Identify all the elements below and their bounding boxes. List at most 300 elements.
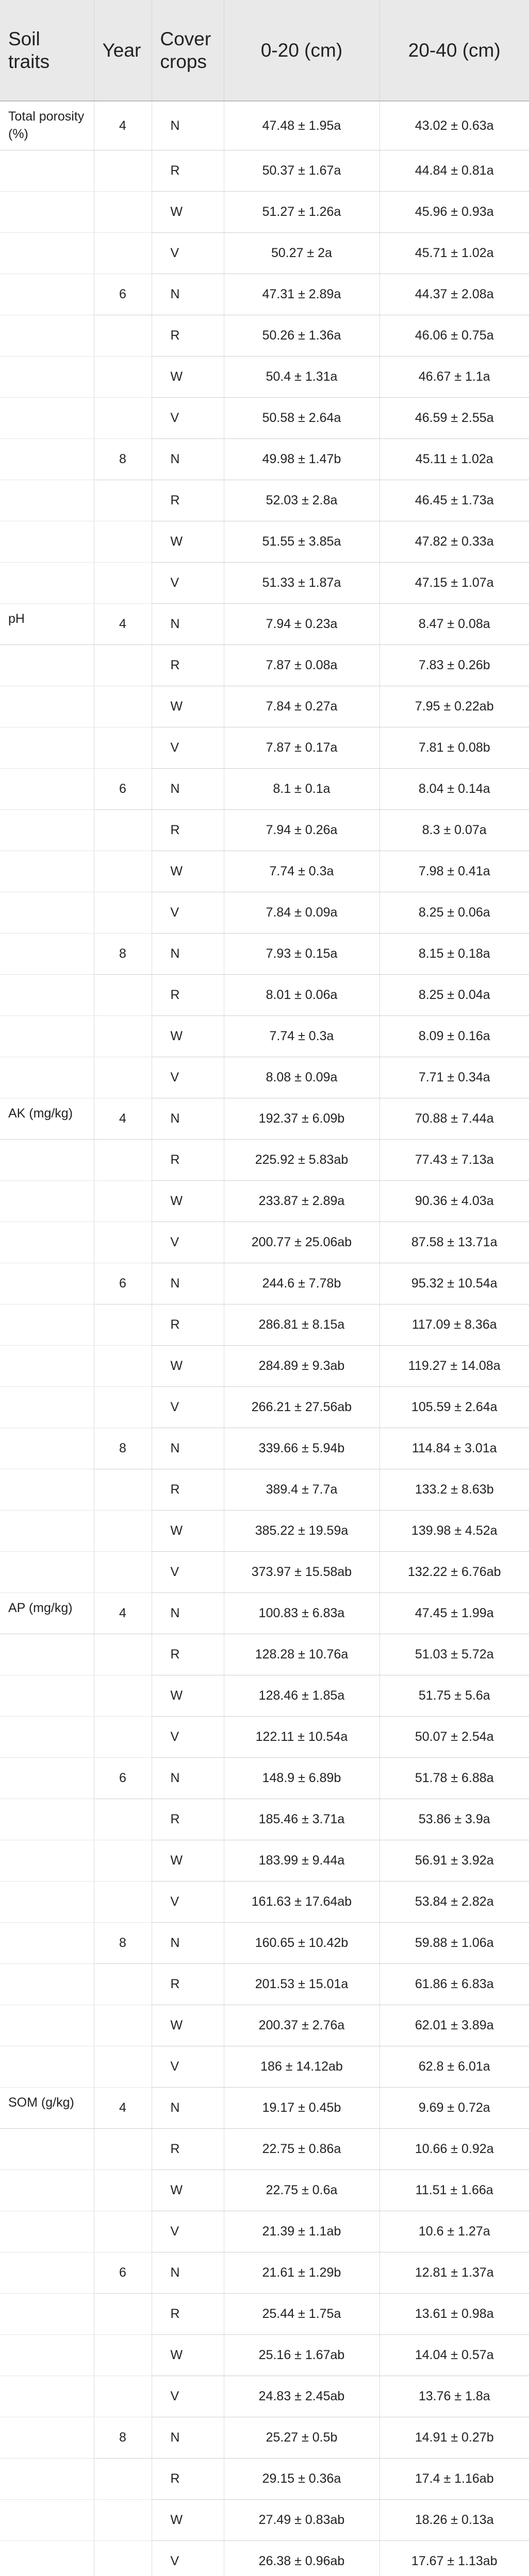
depth-20-40-value: 87.58 ± 13.71a [379,1222,529,1263]
table-row [0,2211,529,2252]
cover-crop-cell: R [152,150,224,191]
empty-cell [0,562,94,603]
cover-crop-cell: W [152,1510,224,1551]
empty-cell [0,1057,94,1098]
depth-0-20-value: 266.21 ± 27.56ab [224,1386,379,1428]
cover-crop-cell: W [152,1675,224,1716]
empty-cell [0,768,94,809]
depth-0-20-value: 22.75 ± 0.86a [224,2128,379,2170]
depth-0-20-value: 51.27 ± 1.26a [224,191,379,232]
year-cell: 8 [94,933,152,974]
empty-cell [0,1345,94,1386]
depth-20-40-value: 8.25 ± 0.04a [379,974,529,1015]
soil-trait-label: Total porosity (%) [0,101,94,150]
depth-20-40-value: 14.04 ± 0.57a [379,2334,529,2376]
depth-0-20-value: 128.28 ± 10.76a [224,1634,379,1675]
cover-crop-cell: R [152,1799,224,1840]
table-body [0,101,529,2576]
empty-cell [0,851,94,892]
cover-crop-cell: W [152,2170,224,2211]
empty-cell [94,851,152,892]
empty-cell [0,809,94,851]
empty-cell [94,2170,152,2211]
table-header-row [0,0,529,101]
cover-crop-cell: R [152,1469,224,1510]
table-row [0,1428,529,1469]
empty-cell [94,2211,152,2252]
empty-cell [94,1469,152,1510]
table-row [0,1510,529,1551]
empty-cell [94,2005,152,2046]
header-soil-traits: Soil traits [0,0,94,101]
depth-0-20-value: 29.15 ± 0.36a [224,2458,379,2499]
table-row [0,1675,529,1716]
empty-cell [0,480,94,521]
empty-cell [94,2540,152,2576]
depth-20-40-value: 46.06 ± 0.75a [379,315,529,356]
cover-crop-cell: W [152,1345,224,1386]
table-row [0,1345,529,1386]
depth-0-20-value: 160.65 ± 10.42b [224,1922,379,1963]
cover-crop-cell: W [152,2005,224,2046]
empty-cell [94,645,152,686]
depth-20-40-value: 62.01 ± 3.89a [379,2005,529,2046]
depth-0-20-value: 50.27 ± 2a [224,232,379,274]
empty-cell [94,1304,152,1345]
table-row [0,1180,529,1222]
empty-cell [0,645,94,686]
empty-cell [94,2293,152,2334]
cover-crop-cell: R [152,1634,224,1675]
empty-cell [0,1799,94,1840]
depth-0-20-value: 52.03 ± 2.8a [224,480,379,521]
empty-cell [0,2170,94,2211]
table-row [0,1716,529,1757]
table-row [0,1057,529,1098]
empty-cell [0,974,94,1015]
depth-0-20-value: 50.58 ± 2.64a [224,397,379,438]
table-row [0,101,529,150]
empty-cell [0,1675,94,1716]
table-row [0,2128,529,2170]
depth-0-20-value: 200.37 ± 2.76a [224,2005,379,2046]
empty-cell [0,2046,94,2087]
year-cell: 4 [94,2087,152,2128]
soil-trait-label: AP (mg/kg) [0,1592,94,1634]
cover-crop-cell: V [152,727,224,768]
cover-crop-cell: V [152,1881,224,1922]
empty-cell [0,2252,94,2293]
cover-crop-cell: W [152,1015,224,1057]
empty-cell [0,1963,94,2005]
depth-20-40-value: 8.15 ± 0.18a [379,933,529,974]
depth-20-40-value: 46.59 ± 2.55a [379,397,529,438]
year-cell: 4 [94,603,152,645]
depth-20-40-value: 14.91 ± 0.27b [379,2417,529,2458]
empty-cell [0,2128,94,2170]
table-row [0,315,529,356]
empty-cell [94,892,152,933]
cover-crop-cell: V [152,1057,224,1098]
header-year: Year [94,0,152,101]
empty-cell [94,356,152,397]
empty-cell [94,727,152,768]
empty-cell [0,1881,94,1922]
depth-20-40-value: 8.04 ± 0.14a [379,768,529,809]
depth-20-40-value: 47.45 ± 1.99a [379,1592,529,1634]
empty-cell [94,2046,152,2087]
cover-crop-cell: N [152,933,224,974]
year-cell: 6 [94,274,152,315]
cover-crop-cell: R [152,1139,224,1180]
table-row [0,2458,529,2499]
year-cell: 4 [94,1098,152,1139]
cover-crop-cell: V [152,562,224,603]
table-row [0,2087,529,2128]
depth-0-20-value: 201.53 ± 15.01a [224,1963,379,2005]
cover-crop-cell: W [152,1180,224,1222]
depth-0-20-value: 51.33 ± 1.87a [224,562,379,603]
depth-0-20-value: 24.83 ± 2.45ab [224,2376,379,2417]
depth-20-40-value: 11.51 ± 1.66a [379,2170,529,2211]
table-row [0,2499,529,2540]
depth-20-40-value: 7.83 ± 0.26b [379,645,529,686]
cover-crop-cell: R [152,2128,224,2170]
year-cell: 8 [94,438,152,480]
depth-20-40-value: 7.95 ± 0.22ab [379,686,529,727]
empty-cell [94,150,152,191]
depth-0-20-value: 25.27 ± 0.5b [224,2417,379,2458]
empty-cell [0,2005,94,2046]
table-row [0,1551,529,1592]
depth-20-40-value: 7.71 ± 0.34a [379,1057,529,1098]
cover-crop-cell: W [152,1840,224,1881]
depth-20-40-value: 13.61 ± 0.98a [379,2293,529,2334]
empty-cell [94,1386,152,1428]
empty-cell [94,1222,152,1263]
depth-20-40-value: 51.03 ± 5.72a [379,1634,529,1675]
cover-crop-cell: R [152,2458,224,2499]
empty-cell [94,686,152,727]
table-row [0,1757,529,1799]
depth-0-20-value: 186 ± 14.12ab [224,2046,379,2087]
depth-20-40-value: 8.09 ± 0.16a [379,1015,529,1057]
year-cell: 6 [94,768,152,809]
table-row [0,562,529,603]
empty-cell [94,2334,152,2376]
empty-cell [94,1675,152,1716]
empty-cell [0,1139,94,1180]
table-row [0,2046,529,2087]
depth-20-40-value: 17.67 ± 1.13ab [379,2540,529,2576]
table-row [0,1263,529,1304]
empty-cell [0,150,94,191]
empty-cell [94,232,152,274]
cover-crop-cell: R [152,1963,224,2005]
table-row [0,809,529,851]
cover-crop-cell: V [152,397,224,438]
year-cell: 6 [94,1757,152,1799]
year-cell: 8 [94,2417,152,2458]
table-row [0,1386,529,1428]
year-cell: 6 [94,1263,152,1304]
depth-0-20-value: 244.6 ± 7.78b [224,1263,379,1304]
table-row [0,150,529,191]
depth-20-40-value: 51.75 ± 5.6a [379,1675,529,1716]
empty-cell [0,2376,94,2417]
cover-crop-cell: N [152,438,224,480]
table-row [0,480,529,521]
depth-0-20-value: 385.22 ± 19.59a [224,1510,379,1551]
depth-0-20-value: 49.98 ± 1.47b [224,438,379,480]
depth-0-20-value: 7.87 ± 0.17a [224,727,379,768]
soil-trait-label: SOM (g/kg) [0,2087,94,2128]
depth-20-40-value: 119.27 ± 14.08a [379,1345,529,1386]
depth-20-40-value: 53.86 ± 3.9a [379,1799,529,1840]
depth-0-20-value: 7.94 ± 0.23a [224,603,379,645]
depth-0-20-value: 47.48 ± 1.95a [224,101,379,150]
depth-20-40-value: 9.69 ± 0.72a [379,2087,529,2128]
year-cell: 8 [94,1922,152,1963]
cover-crop-cell: R [152,645,224,686]
depth-20-40-value: 70.88 ± 7.44a [379,1098,529,1139]
cover-crop-cell: R [152,315,224,356]
depth-0-20-value: 25.44 ± 1.75a [224,2293,379,2334]
depth-20-40-value: 47.82 ± 0.33a [379,521,529,562]
empty-cell [0,686,94,727]
table-row [0,1098,529,1139]
header-depth-0-20: 0-20 (cm) [224,0,379,101]
depth-0-20-value: 284.89 ± 9.3ab [224,1345,379,1386]
table-row [0,1840,529,1881]
depth-0-20-value: 200.77 ± 25.06ab [224,1222,379,1263]
empty-cell [0,1757,94,1799]
table-row [0,1922,529,1963]
depth-20-40-value: 12.81 ± 1.37a [379,2252,529,2293]
soil-trait-label: pH [0,603,94,645]
depth-20-40-value: 10.66 ± 0.92a [379,2128,529,2170]
depth-0-20-value: 389.4 ± 7.7a [224,1469,379,1510]
cover-crop-cell: V [152,232,224,274]
depth-20-40-value: 44.84 ± 0.81a [379,150,529,191]
table-row [0,232,529,274]
empty-cell [0,1510,94,1551]
empty-cell [94,1799,152,1840]
empty-cell [94,1139,152,1180]
table-row [0,603,529,645]
depth-20-40-value: 59.88 ± 1.06a [379,1922,529,1963]
empty-cell [0,1840,94,1881]
depth-0-20-value: 373.97 ± 15.58ab [224,1551,379,1592]
depth-20-40-value: 132.22 ± 6.76ab [379,1551,529,1592]
soil-trait-label: AK (mg/kg) [0,1098,94,1139]
cover-crop-cell: R [152,974,224,1015]
cover-crop-cell: N [152,274,224,315]
depth-0-20-value: 51.55 ± 3.85a [224,521,379,562]
header-cover-crops: Cover crops [152,0,224,101]
depth-20-40-value: 51.78 ± 6.88a [379,1757,529,1799]
cover-crop-cell: N [152,1922,224,1963]
depth-0-20-value: 192.37 ± 6.09b [224,1098,379,1139]
cover-crop-cell: V [152,2376,224,2417]
table-row [0,2334,529,2376]
cover-crop-cell: W [152,191,224,232]
depth-0-20-value: 7.84 ± 0.09a [224,892,379,933]
depth-20-40-value: 13.76 ± 1.8a [379,2376,529,2417]
table-row [0,1469,529,1510]
empty-cell [0,1180,94,1222]
cover-crop-cell: R [152,809,224,851]
table-row [0,933,529,974]
depth-0-20-value: 7.93 ± 0.15a [224,933,379,974]
cover-crop-cell: W [152,2499,224,2540]
depth-0-20-value: 122.11 ± 10.54a [224,1716,379,1757]
depth-0-20-value: 225.92 ± 5.83ab [224,1139,379,1180]
cover-crop-cell: V [152,892,224,933]
depth-20-40-value: 50.07 ± 2.54a [379,1716,529,1757]
table-row [0,1592,529,1634]
empty-cell [94,562,152,603]
empty-cell [0,727,94,768]
table-row [0,2376,529,2417]
depth-20-40-value: 17.4 ± 1.16ab [379,2458,529,2499]
cover-crop-cell: V [152,2211,224,2252]
table-row [0,1963,529,2005]
empty-cell [94,1345,152,1386]
depth-0-20-value: 8.08 ± 0.09a [224,1057,379,1098]
depth-0-20-value: 7.74 ± 0.3a [224,1015,379,1057]
depth-0-20-value: 161.63 ± 17.64ab [224,1881,379,1922]
empty-cell [0,356,94,397]
depth-0-20-value: 47.31 ± 2.89a [224,274,379,315]
depth-20-40-value: 45.11 ± 1.02a [379,438,529,480]
empty-cell [0,1015,94,1057]
depth-0-20-value: 50.37 ± 1.67a [224,150,379,191]
table-row [0,1304,529,1345]
empty-cell [0,1716,94,1757]
empty-cell [0,315,94,356]
cover-crop-cell: N [152,768,224,809]
table-row [0,2540,529,2576]
cover-crop-cell: W [152,521,224,562]
cover-crop-cell: R [152,2293,224,2334]
cover-crop-cell: V [152,2046,224,2087]
table-row [0,2252,529,2293]
empty-cell [94,521,152,562]
depth-20-40-value: 8.47 ± 0.08a [379,603,529,645]
depth-20-40-value: 10.6 ± 1.27a [379,2211,529,2252]
cover-crop-cell: W [152,356,224,397]
table-row [0,191,529,232]
depth-20-40-value: 46.45 ± 1.73a [379,480,529,521]
empty-cell [0,2293,94,2334]
depth-20-40-value: 45.71 ± 1.02a [379,232,529,274]
empty-cell [0,2540,94,2576]
empty-cell [94,1716,152,1757]
table-row [0,1881,529,1922]
empty-cell [94,809,152,851]
empty-cell [0,232,94,274]
empty-cell [0,1304,94,1345]
depth-0-20-value: 128.46 ± 1.85a [224,1675,379,1716]
empty-cell [94,191,152,232]
depth-0-20-value: 19.17 ± 0.45b [224,2087,379,2128]
depth-0-20-value: 8.1 ± 0.1a [224,768,379,809]
depth-20-40-value: 7.98 ± 0.41a [379,851,529,892]
table-row [0,974,529,1015]
table-row [0,521,529,562]
year-cell: 4 [94,101,152,150]
empty-cell [0,1222,94,1263]
depth-0-20-value: 339.66 ± 5.94b [224,1428,379,1469]
table-row [0,1015,529,1057]
empty-cell [0,1428,94,1469]
depth-0-20-value: 185.46 ± 3.71a [224,1799,379,1840]
table-row [0,2005,529,2046]
empty-cell [0,274,94,315]
depth-0-20-value: 286.81 ± 8.15a [224,1304,379,1345]
empty-cell [0,2334,94,2376]
depth-0-20-value: 50.4 ± 1.31a [224,356,379,397]
cover-crop-cell: R [152,480,224,521]
cover-crop-cell: N [152,1592,224,1634]
empty-cell [0,1551,94,1592]
empty-cell [0,1922,94,1963]
table-row [0,274,529,315]
empty-cell [94,2499,152,2540]
table-row [0,892,529,933]
empty-cell [0,438,94,480]
empty-cell [0,397,94,438]
depth-20-40-value: 46.67 ± 1.1a [379,356,529,397]
depth-0-20-value: 26.38 ± 0.96ab [224,2540,379,2576]
cover-crop-cell: N [152,1263,224,1304]
empty-cell [0,2211,94,2252]
depth-20-40-value: 56.91 ± 3.92a [379,1840,529,1881]
empty-cell [0,1263,94,1304]
cover-crop-cell: N [152,1428,224,1469]
depth-0-20-value: 233.87 ± 2.89a [224,1180,379,1222]
depth-20-40-value: 8.3 ± 0.07a [379,809,529,851]
empty-cell [94,2128,152,2170]
depth-0-20-value: 27.49 ± 0.83ab [224,2499,379,2540]
header-depth-20-40: 20-40 (cm) [379,0,529,101]
depth-20-40-value: 47.15 ± 1.07a [379,562,529,603]
empty-cell [0,2458,94,2499]
table-row [0,2293,529,2334]
depth-20-40-value: 105.59 ± 2.64a [379,1386,529,1428]
empty-cell [94,1057,152,1098]
depth-0-20-value: 7.94 ± 0.26a [224,809,379,851]
depth-0-20-value: 7.74 ± 0.3a [224,851,379,892]
empty-cell [94,397,152,438]
depth-20-40-value: 53.84 ± 2.82a [379,1881,529,1922]
depth-20-40-value: 139.98 ± 4.52a [379,1510,529,1551]
depth-20-40-value: 61.86 ± 6.83a [379,1963,529,2005]
empty-cell [0,933,94,974]
empty-cell [94,1180,152,1222]
empty-cell [94,1551,152,1592]
empty-cell [94,2458,152,2499]
table-row [0,356,529,397]
cover-crop-cell: N [152,101,224,150]
table-row [0,686,529,727]
cover-crop-cell: W [152,686,224,727]
depth-0-20-value: 148.9 ± 6.89b [224,1757,379,1799]
depth-20-40-value: 18.26 ± 0.13a [379,2499,529,2540]
depth-0-20-value: 25.16 ± 1.67ab [224,2334,379,2376]
depth-20-40-value: 133.2 ± 8.63b [379,1469,529,1510]
